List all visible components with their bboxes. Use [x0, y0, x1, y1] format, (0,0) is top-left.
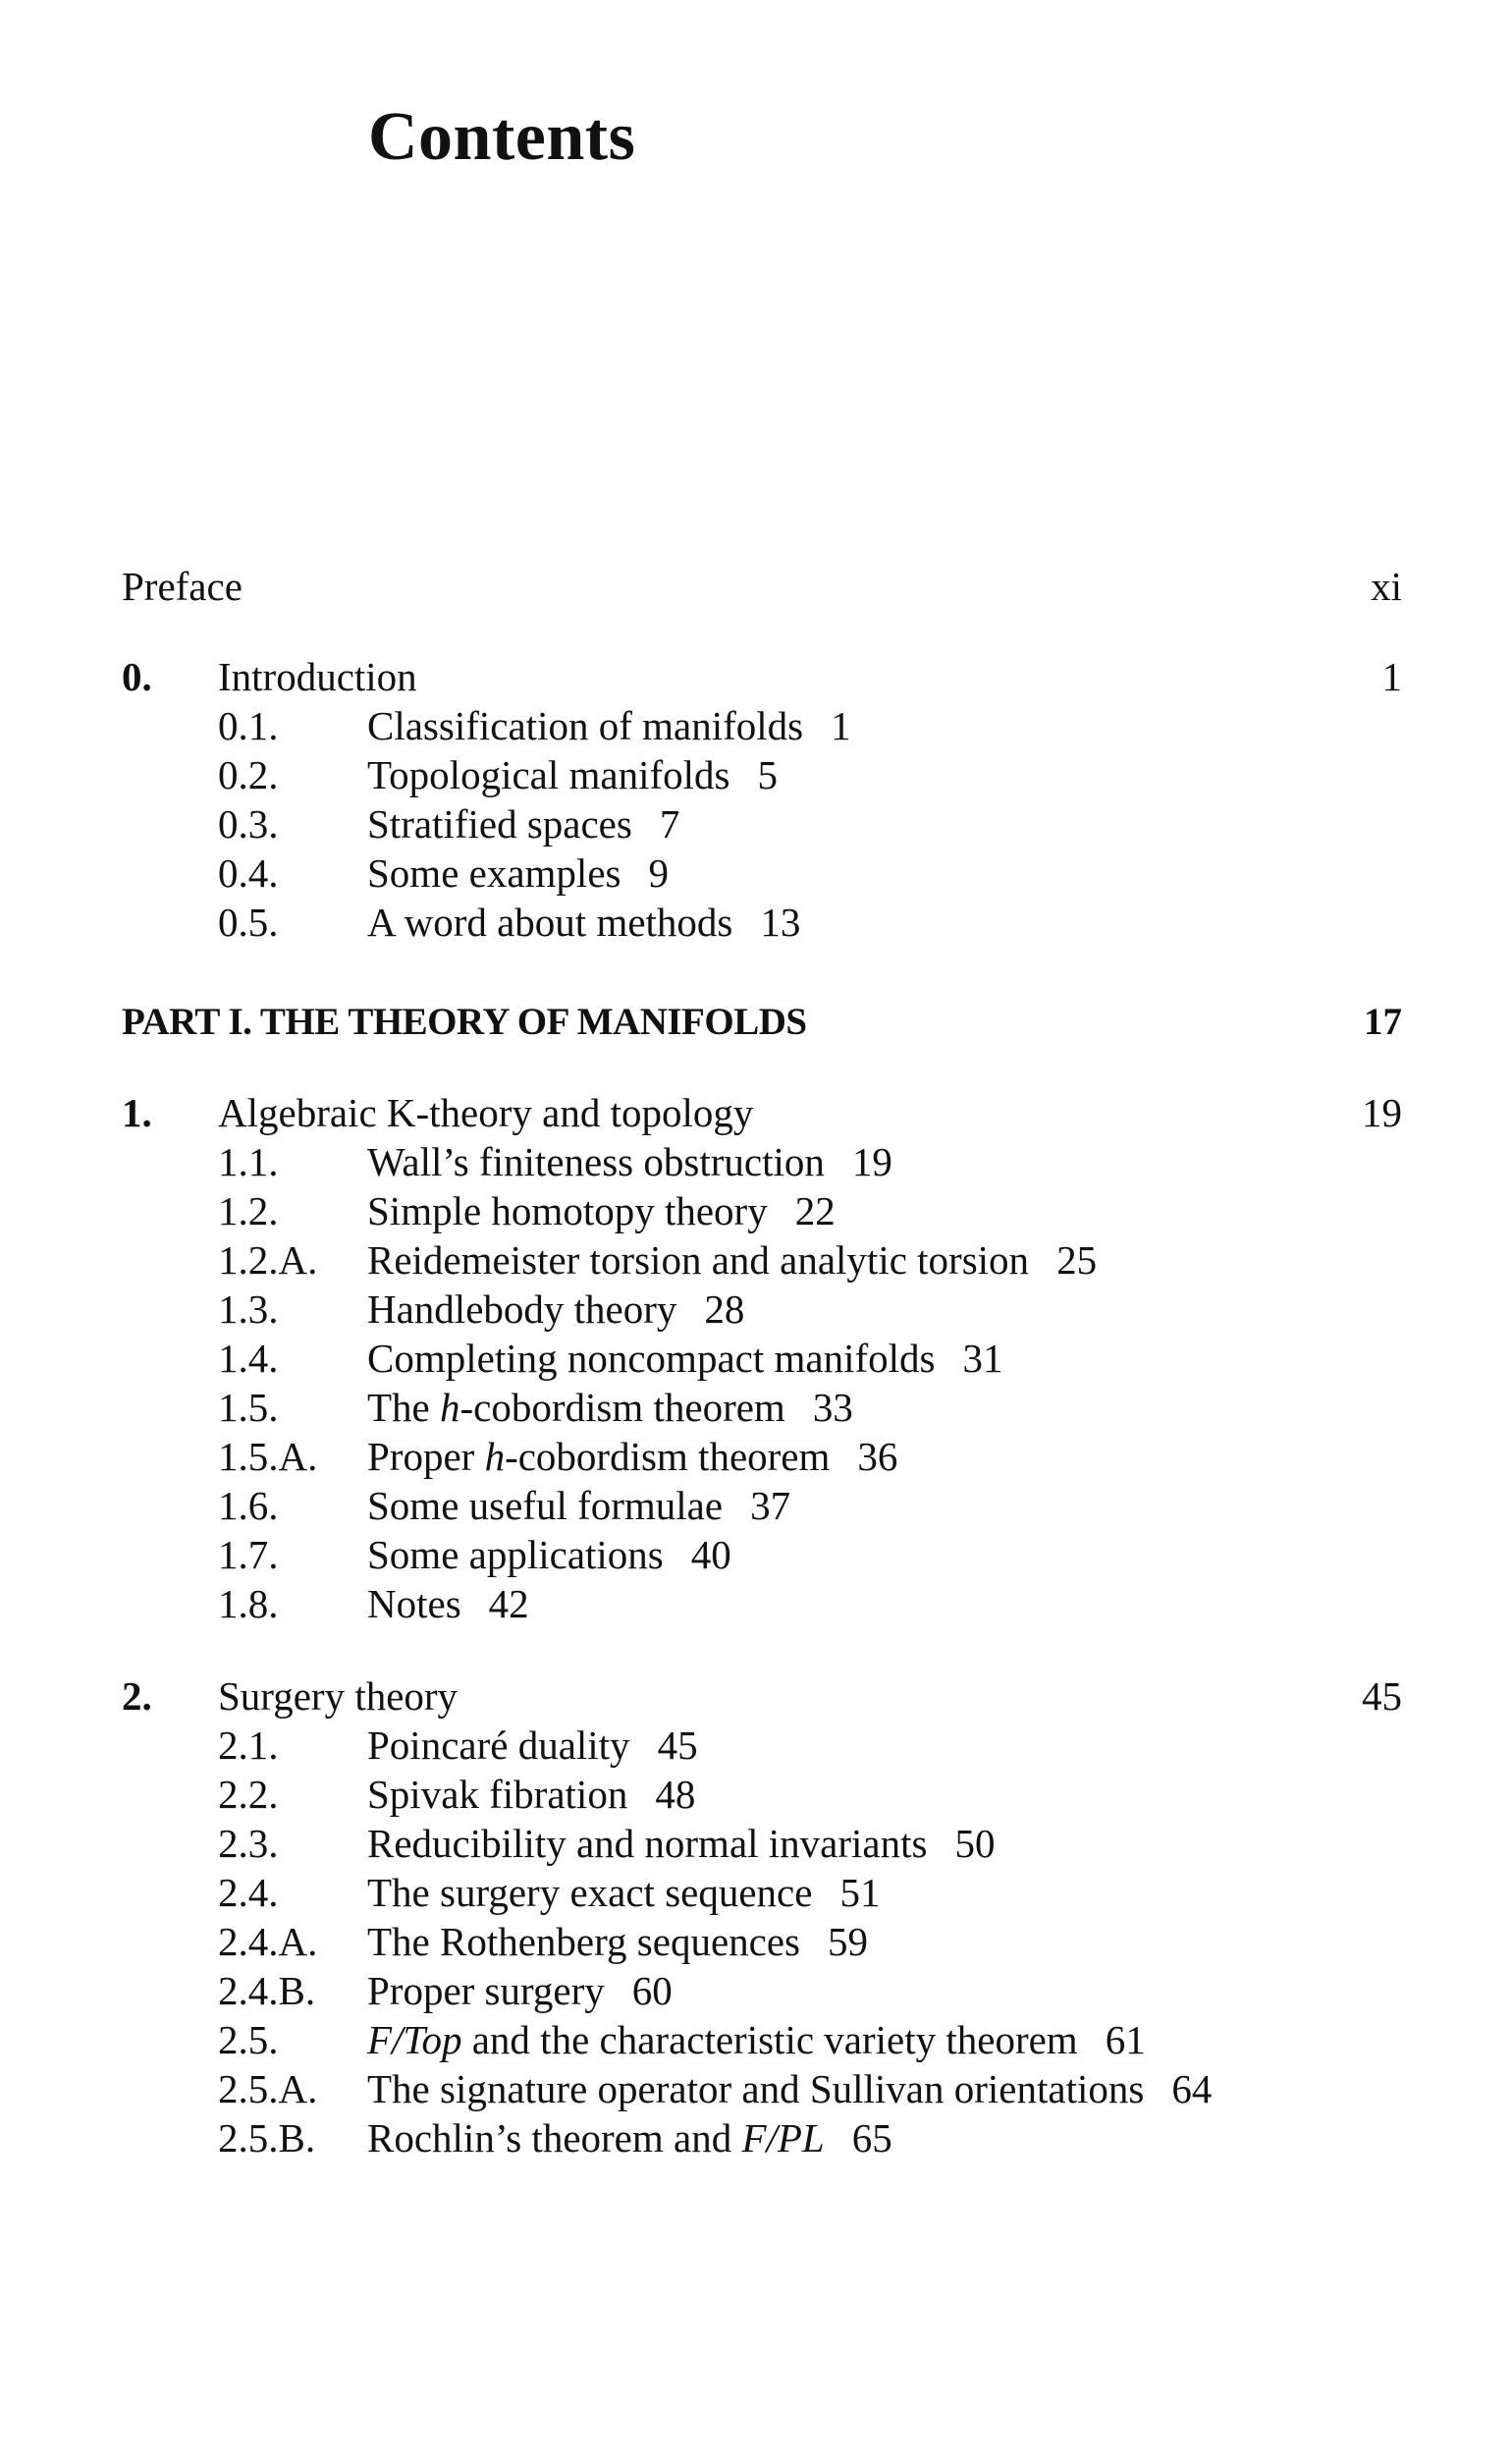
- section-title: Some applications: [367, 1532, 664, 1577]
- page-title: Contents: [368, 99, 636, 175]
- section-page: 51: [839, 1870, 881, 1915]
- section-title-math: h: [484, 1434, 506, 1479]
- section-number: 2.1.: [218, 1723, 279, 1768]
- section-entry[interactable]: [367, 1137, 892, 1186]
- section-entry[interactable]: [367, 2113, 892, 2162]
- section-title-pre: Rochlin’s theorem and: [367, 2115, 742, 2160]
- section-number: 1.1.: [218, 1139, 279, 1184]
- section-page: 22: [794, 1188, 836, 1233]
- section-title: Some examples: [367, 850, 621, 896]
- section-entry[interactable]: [367, 2064, 1212, 2113]
- section-entry[interactable]: [367, 1770, 695, 1819]
- section-entry[interactable]: [367, 1721, 698, 1770]
- section-page: 7: [659, 801, 680, 847]
- section-page: 61: [1105, 2017, 1146, 2062]
- section-title: Topological manifolds: [367, 752, 730, 797]
- chapter-0-title[interactable]: Introduction: [218, 654, 417, 699]
- section-entry[interactable]: [367, 848, 669, 898]
- section-title-math: F/Top: [367, 2017, 462, 2062]
- section-number: 2.5.: [218, 2017, 279, 2062]
- section-page: 64: [1171, 2066, 1213, 2111]
- section-number: 1.2.A.: [218, 1237, 318, 1283]
- section-entry[interactable]: [367, 1966, 673, 2015]
- section-number: 0.4.: [218, 850, 279, 896]
- section-entry[interactable]: [367, 1819, 995, 1868]
- section-title: The signature operator and Sullivan orientations: [367, 2066, 1145, 2111]
- section-page: 37: [750, 1483, 791, 1528]
- section-page: 45: [657, 1723, 698, 1768]
- section-page: 25: [1056, 1237, 1098, 1283]
- section-page: 13: [760, 900, 801, 945]
- section-page: 65: [851, 2115, 892, 2160]
- section-entry[interactable]: [367, 1481, 790, 1530]
- section-page: 48: [655, 1772, 696, 1817]
- section-page: 40: [690, 1532, 731, 1577]
- section-number: 1.6.: [218, 1483, 279, 1528]
- section-number: 2.5.A.: [218, 2066, 318, 2111]
- section-number: 2.5.B.: [218, 2115, 316, 2160]
- section-entry[interactable]: [367, 701, 851, 750]
- section-entry[interactable]: [367, 799, 679, 848]
- section-entry[interactable]: [367, 1579, 529, 1628]
- section-title: Reducibility and normal invariants: [367, 1821, 928, 1866]
- section-title: The surgery exact sequence: [367, 1870, 813, 1915]
- chapter-0-number: 0.: [122, 654, 152, 699]
- section-title: Poincaré duality: [367, 1723, 630, 1768]
- section-entry[interactable]: [367, 1432, 897, 1481]
- toc-preface-page: xi: [1371, 564, 1402, 609]
- section-page: 9: [648, 850, 669, 896]
- section-title-math: F/PL: [741, 2115, 825, 2160]
- section-number: 0.1.: [218, 703, 279, 748]
- section-page: 59: [828, 1919, 868, 1964]
- section-title: A word about methods: [367, 900, 733, 945]
- section-number: 1.5.: [218, 1385, 279, 1430]
- section-entry[interactable]: [367, 1235, 1097, 1285]
- section-title: The Rothenberg sequences: [367, 1919, 800, 1964]
- chapter-0-page: 1: [1381, 654, 1402, 699]
- section-title-post: -cobordism theorem: [505, 1434, 831, 1479]
- section-number: 1.8.: [218, 1581, 279, 1626]
- section-title: Spivak fibration: [367, 1772, 628, 1817]
- section-entry[interactable]: [367, 1530, 731, 1579]
- section-page: 28: [704, 1286, 745, 1332]
- section-page: 60: [631, 1968, 673, 2013]
- section-number: 2.3.: [218, 1821, 279, 1866]
- section-number: 1.4.: [218, 1336, 279, 1381]
- section-entry[interactable]: [367, 1285, 744, 1334]
- section-page: 31: [962, 1336, 1003, 1381]
- chapter-1-title[interactable]: Algebraic K-theory and topology: [218, 1090, 754, 1135]
- section-title: Wall’s finiteness obstruction: [367, 1139, 825, 1184]
- part-page: 17: [1364, 1001, 1402, 1043]
- part-heading[interactable]: PART I. THE THEORY OF MANIFOLDS: [122, 1001, 807, 1043]
- section-entry[interactable]: [367, 2015, 1146, 2064]
- toc-preface-label[interactable]: Preface: [122, 564, 243, 609]
- section-title: Stratified spaces: [367, 801, 632, 847]
- section-title: Reidemeister torsion and analytic torsion: [367, 1237, 1030, 1283]
- section-page: 50: [954, 1821, 996, 1866]
- section-page: 42: [488, 1581, 529, 1626]
- section-number: 0.2.: [218, 752, 279, 797]
- section-number: 0.5.: [218, 900, 279, 945]
- section-title: Proper surgery: [367, 1968, 605, 2013]
- chapter-2-number: 2.: [122, 1673, 152, 1719]
- section-title: Notes: [367, 1581, 461, 1626]
- section-page: 19: [851, 1139, 892, 1184]
- section-number: 1.5.A.: [218, 1434, 318, 1479]
- section-title: Some useful formulae: [367, 1483, 724, 1528]
- section-number: 1.7.: [218, 1532, 279, 1577]
- section-title-pre: The: [367, 1385, 440, 1430]
- chapter-2-title[interactable]: Surgery theory: [218, 1673, 459, 1719]
- section-number: 2.4.: [218, 1870, 279, 1915]
- section-number: 0.3.: [218, 801, 279, 847]
- section-entry[interactable]: [367, 1383, 853, 1432]
- section-number: 2.2.: [218, 1772, 279, 1817]
- section-page: 33: [812, 1385, 853, 1430]
- section-title: Simple homotopy theory: [367, 1188, 768, 1233]
- section-number: 2.4.A.: [218, 1919, 318, 1964]
- section-title: Completing noncompact manifolds: [367, 1336, 936, 1381]
- section-title-post: -cobordism theorem: [459, 1385, 785, 1430]
- section-title-pre: Proper: [367, 1434, 485, 1479]
- section-title: Classification of manifolds: [367, 703, 804, 748]
- section-entry[interactable]: [367, 1868, 880, 1917]
- section-number: 1.3.: [218, 1286, 279, 1332]
- section-page: 5: [757, 752, 778, 797]
- section-entry[interactable]: [367, 1186, 836, 1235]
- chapter-2-page: 45: [1362, 1673, 1402, 1719]
- section-entry[interactable]: [367, 898, 800, 947]
- section-entry[interactable]: [367, 1917, 868, 1966]
- chapter-1-page: 19: [1362, 1090, 1402, 1135]
- section-title: Handlebody theory: [367, 1286, 677, 1332]
- section-page: 36: [857, 1434, 898, 1479]
- section-number: 2.4.B.: [218, 1968, 316, 2013]
- section-entry[interactable]: [367, 750, 778, 799]
- section-entry[interactable]: [367, 1334, 1002, 1383]
- section-title-math: h: [440, 1385, 460, 1430]
- section-title-post: and the characteristic variety theorem: [461, 2017, 1078, 2062]
- section-number: 1.2.: [218, 1188, 279, 1233]
- chapter-1-number: 1.: [122, 1090, 152, 1135]
- section-page: 1: [831, 703, 851, 748]
